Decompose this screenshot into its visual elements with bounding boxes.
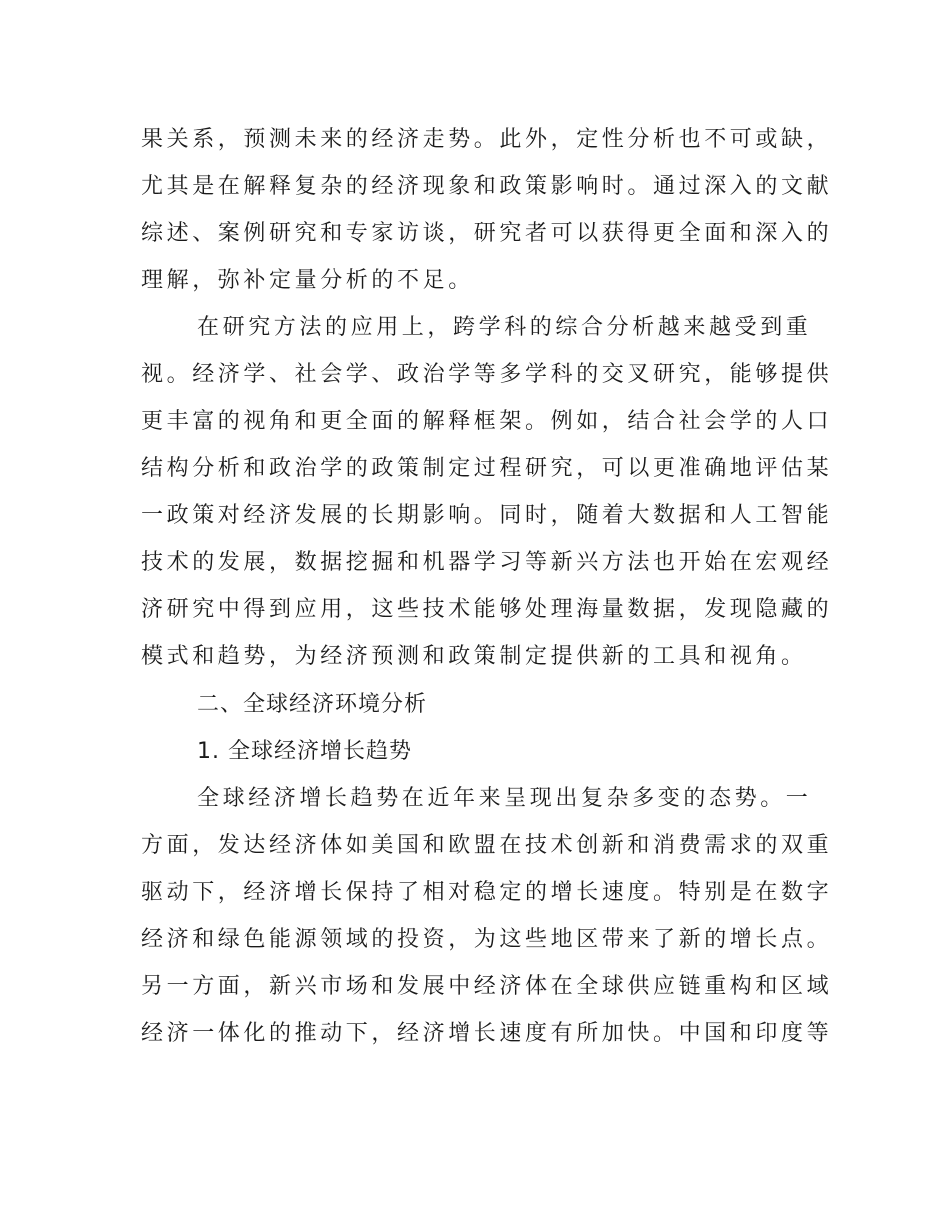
- paragraph-line: 方面，发达经济体如美国和欧盟在技术创新和消费需求的双重: [141, 833, 833, 858]
- paragraph-line: 经济一体化的推动下，经济增长速度有所加快。中国和印度等: [141, 1021, 833, 1046]
- paragraph-line: 果关系，预测未来的经济走势。此外，定性分析也不可或缺，: [141, 127, 833, 152]
- paragraph-line: 结构分析和政治学的政策制定过程研究，可以更准确地评估某: [141, 456, 833, 481]
- paragraph-line: 尤其是在解释复杂的经济现象和政策影响时。通过深入的文献: [141, 174, 833, 199]
- paragraph-line: 济研究中得到应用，这些技术能够处理海量数据，发现隐藏的: [141, 597, 833, 622]
- subsection-heading: 1. 全球经济增长趋势: [197, 739, 412, 764]
- paragraph-line: 全球经济增长趋势在近年来呈现出复杂多变的态势。一: [197, 786, 812, 811]
- paragraph-line: 更丰富的视角和更全面的解释框架。例如，结合社会学的人口: [141, 409, 833, 434]
- paragraph-line: 在研究方法的应用上，跨学科的综合分析越来越受到重: [197, 315, 812, 340]
- paragraph-line: 理解，弥补定量分析的不足。: [141, 268, 474, 293]
- paragraph-line: 一政策对经济发展的长期影响。同时，随着大数据和人工智能: [141, 503, 833, 528]
- paragraph-line: 视。经济学、社会学、政治学等多学科的交叉研究，能够提供: [141, 362, 833, 387]
- paragraph-line: 驱动下，经济增长保持了相对稳定的增长速度。特别是在数字: [141, 880, 833, 905]
- paragraph-line: 模式和趋势，为经济预测和政策制定提供新的工具和视角。: [141, 644, 807, 669]
- paragraph-line: 经济和绿色能源领域的投资，为这些地区带来了新的增长点。: [141, 927, 833, 952]
- section-heading: 二、全球经济环境分析: [197, 692, 428, 717]
- paragraph-line: 综述、案例研究和专家访谈，研究者可以获得更全面和深入的: [141, 221, 833, 246]
- paragraph-line: 技术的发展，数据挖掘和机器学习等新兴方法也开始在宏观经: [141, 550, 833, 575]
- paragraph-line: 另一方面，新兴市场和发展中经济体在全球供应链重构和区域: [141, 974, 833, 999]
